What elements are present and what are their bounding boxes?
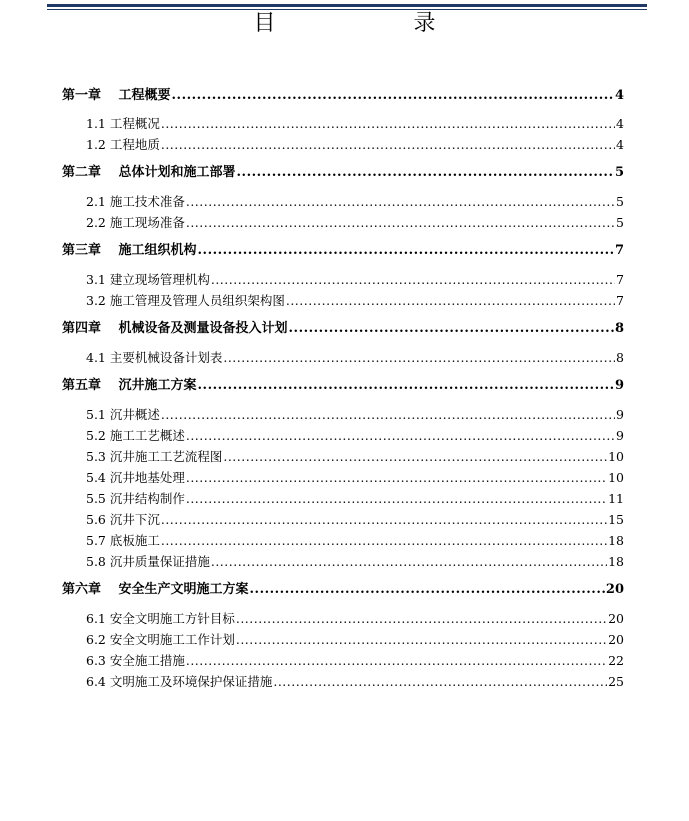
toc-section-entry[interactable]: [86, 610, 624, 628]
toc-entry-label: 6.4 文明施工及环境保护保证措施: [86, 674, 273, 689]
toc-entry-label: 4.1 主要机械设备计划表: [86, 350, 223, 365]
toc-page-number: 18: [608, 533, 624, 548]
toc-dot-leader: [161, 136, 615, 154]
toc-dot-leader: [286, 292, 615, 310]
toc-page-number: 18: [608, 554, 624, 569]
toc-dot-leader: [211, 553, 607, 571]
toc-entry-label: 5.4 沉井地基处理: [86, 470, 185, 485]
toc-dot-leader: [186, 214, 615, 232]
toc-page-number: 15: [608, 512, 624, 527]
toc-chapter-entry[interactable]: [62, 242, 624, 260]
toc-section-entry[interactable]: [86, 511, 624, 529]
toc-page-number: 5: [616, 215, 624, 230]
toc-page-number: 9: [614, 378, 624, 393]
toc-section-entry[interactable]: [86, 427, 624, 445]
toc-chapter-entry[interactable]: [62, 581, 624, 599]
toc-dot-leader: [161, 406, 615, 424]
toc-entry-label: 5.2 施工工艺概述: [86, 428, 185, 443]
toc-dot-leader: [186, 490, 607, 508]
toc-page-number: 7: [616, 272, 624, 287]
toc-section-entry[interactable]: [86, 532, 624, 550]
toc-chapter-entry[interactable]: [62, 164, 624, 182]
toc-section-entry[interactable]: [86, 271, 624, 289]
toc-section-entry[interactable]: [86, 349, 624, 367]
toc-entry-label: 1.2 工程地质: [86, 137, 160, 152]
toc-section-entry[interactable]: [86, 673, 624, 691]
toc-entry-label: 3.2 施工管理及管理人员组织架构图: [86, 293, 285, 308]
toc-entry-label: 2.2 施工现场准备: [86, 215, 185, 230]
toc-entry-label: 6.2 安全文明施工工作计划: [86, 632, 235, 647]
toc-dot-leader: [237, 164, 614, 182]
toc-page-number: 8: [616, 350, 624, 365]
toc-entry-label: 5.6 沉井下沉: [86, 512, 160, 527]
toc-section-entry[interactable]: [86, 136, 624, 154]
toc-entry-label: 5.1 沉井概述: [86, 407, 160, 422]
toc-page-number: 8: [614, 321, 624, 336]
toc-dot-leader: [172, 87, 614, 105]
toc-dot-leader: [161, 511, 607, 529]
toc-dot-leader: [236, 610, 607, 628]
toc-page-number: 22: [608, 653, 624, 668]
toc-section-entry[interactable]: [86, 553, 624, 571]
toc-dot-leader: [250, 581, 605, 599]
toc-page-number: 20: [608, 611, 624, 626]
toc-section-entry[interactable]: [86, 631, 624, 649]
toc-entry-label: 6.1 安全文明施工方针目标: [86, 611, 235, 626]
toc-section-entry[interactable]: [86, 193, 624, 211]
toc-entry-label: 第五章 沉井施工方案: [62, 378, 197, 393]
toc-section-entry[interactable]: [86, 292, 624, 310]
toc-entry-label: 5.8 沉井质量保证措施: [86, 554, 210, 569]
toc-dot-leader: [186, 427, 615, 445]
toc-dot-leader: [289, 320, 614, 338]
toc-dot-leader: [186, 652, 607, 670]
toc-dot-leader: [186, 193, 615, 211]
toc-entry-label: 6.3 安全施工措施: [86, 653, 185, 668]
toc-section-entry[interactable]: [86, 652, 624, 670]
page-title: 目 录: [253, 11, 494, 36]
toc-section-entry[interactable]: [86, 448, 624, 466]
toc-dot-leader: [273, 673, 607, 691]
toc-page-number: 7: [616, 293, 624, 308]
toc-entry-label: 3.1 建立现场管理机构: [86, 272, 210, 287]
toc-entry-label: 5.3 沉井施工工艺流程图: [86, 449, 223, 464]
toc-page-number: 9: [616, 428, 624, 443]
toc-entry-label: 第一章 工程概要: [62, 88, 171, 103]
toc-entry-label: 5.5 沉井结构制作: [86, 491, 185, 506]
toc-page-number: 20: [605, 582, 624, 597]
toc-page-number: 9: [616, 407, 624, 422]
toc-page-number: 4: [616, 116, 624, 131]
toc-section-entry[interactable]: [86, 490, 624, 508]
toc-dot-leader: [223, 448, 607, 466]
toc-page-number: 4: [614, 88, 624, 103]
toc-entry-label: 第二章 总体计划和施工部署: [62, 165, 236, 180]
toc-dot-leader: [198, 377, 614, 395]
toc-page-number: 4: [616, 137, 624, 152]
toc-page-number: 5: [616, 194, 624, 209]
toc-section-entry[interactable]: [86, 115, 624, 133]
toc-section-entry[interactable]: [86, 406, 624, 424]
toc-dot-leader: [236, 631, 607, 649]
toc-entry-label: 2.1 施工技术准备: [86, 194, 185, 209]
toc-dot-leader: [161, 532, 607, 550]
toc-page-number: 5: [614, 165, 624, 180]
toc-dot-leader: [186, 469, 607, 487]
toc-page-number: 10: [608, 449, 624, 464]
toc-dot-leader: [223, 349, 615, 367]
toc-entry-label: 第六章 安全生产文明施工方案: [62, 582, 249, 597]
toc-dot-leader: [161, 115, 615, 133]
toc-page-number: 7: [614, 243, 624, 258]
toc-entry-label: 1.1 工程概况: [86, 116, 160, 131]
toc-entry-label: 第三章 施工组织机构: [62, 243, 197, 258]
toc-page-number: 25: [608, 674, 624, 689]
toc-entry-label: 第四章 机械设备及测量设备投入计划: [62, 321, 288, 336]
toc-page-number: 20: [608, 632, 624, 647]
toc-chapter-entry[interactable]: [62, 320, 624, 338]
toc-section-entry[interactable]: [86, 214, 624, 232]
toc-dot-leader: [198, 242, 614, 260]
toc-chapter-entry[interactable]: [62, 87, 624, 105]
toc-page-number: 11: [608, 491, 624, 506]
toc-chapter-entry[interactable]: [62, 377, 624, 395]
toc-dot-leader: [211, 271, 615, 289]
toc-entry-label: 5.7 底板施工: [86, 533, 160, 548]
toc-page-number: 10: [608, 470, 624, 485]
toc-section-entry[interactable]: [86, 469, 624, 487]
